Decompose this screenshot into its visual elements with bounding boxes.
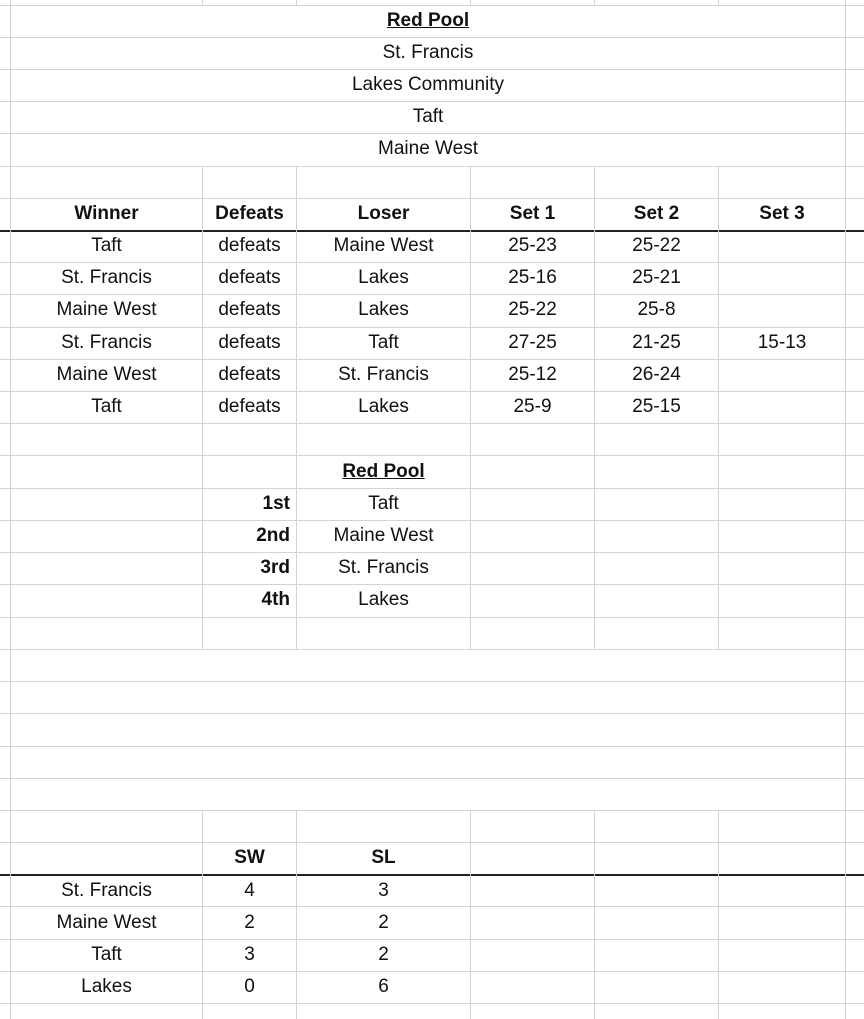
set-3-cell[interactable]	[719, 230, 845, 262]
place-cell[interactable]: 2nd	[256, 525, 290, 546]
winner-cell[interactable]: Maine West	[56, 299, 157, 320]
defeats-cell[interactable]: defeats	[218, 364, 281, 385]
header-sets-lost[interactable]: SL	[371, 847, 396, 868]
winner-cell[interactable]: Taft	[91, 235, 122, 256]
winner-cell[interactable]: Taft	[91, 396, 122, 417]
loser-cell[interactable]: Lakes	[358, 299, 409, 320]
set-1-cell[interactable]: 25-16	[508, 267, 557, 288]
winner-cell[interactable]: Maine West	[56, 364, 157, 385]
place-team-cell[interactable]: Lakes	[358, 589, 409, 610]
set-2-cell[interactable]: 25-21	[632, 267, 681, 288]
set-1-cell[interactable]: 25-9	[513, 396, 552, 417]
set-2-cell[interactable]: 25-8	[637, 299, 676, 320]
set-3-cell[interactable]	[719, 294, 845, 326]
set-1-cell[interactable]: 25-22	[508, 299, 557, 320]
pool-team[interactable]: St. Francis	[382, 42, 474, 63]
sets-team-cell[interactable]: Lakes	[81, 976, 132, 997]
set-2-cell[interactable]: 25-15	[632, 396, 681, 417]
place-team-cell[interactable]: St. Francis	[338, 557, 429, 578]
sets-lost-cell[interactable]: 3	[378, 880, 389, 901]
sets-won-cell[interactable]: 2	[244, 912, 255, 933]
sets-team-cell[interactable]: Maine West	[56, 912, 157, 933]
loser-cell[interactable]: Lakes	[358, 396, 409, 417]
winner-cell[interactable]: St. Francis	[61, 267, 152, 288]
pool-team[interactable]: Taft	[412, 106, 444, 127]
sets-team-cell[interactable]: St. Francis	[61, 880, 152, 901]
pool-team[interactable]: Lakes Community	[351, 74, 505, 95]
pool-title[interactable]: Red Pool	[386, 10, 470, 31]
set-2-cell[interactable]: 26-24	[632, 364, 681, 385]
set-2-cell[interactable]: 21-25	[632, 332, 681, 353]
set-1-cell[interactable]: 27-25	[508, 332, 557, 353]
header-sets-won[interactable]: SW	[234, 847, 265, 868]
place-cell[interactable]: 1st	[262, 493, 290, 514]
loser-cell[interactable]: Maine West	[333, 235, 434, 256]
defeats-cell[interactable]: defeats	[218, 299, 281, 320]
set-3-cell[interactable]: 15-13	[757, 332, 807, 353]
set-1-cell[interactable]: 25-12	[508, 364, 557, 385]
set-3-cell[interactable]	[719, 391, 845, 423]
header-set-1[interactable]: Set 1	[509, 203, 556, 224]
sets-won-cell[interactable]: 3	[244, 944, 255, 965]
sets-team-cell[interactable]: Taft	[91, 944, 122, 965]
header-set-2[interactable]: Set 2	[633, 203, 680, 224]
set-3-cell[interactable]	[719, 262, 845, 294]
sets-won-cell[interactable]: 4	[244, 880, 255, 901]
sets-lost-cell[interactable]: 6	[378, 976, 389, 997]
set-3-cell[interactable]	[719, 359, 845, 391]
loser-cell[interactable]: St. Francis	[338, 364, 429, 385]
header-set-3[interactable]: Set 3	[759, 203, 805, 224]
sets-won-cell[interactable]: 0	[244, 976, 255, 997]
place-team-cell[interactable]: Maine West	[333, 525, 434, 546]
defeats-cell[interactable]: defeats	[218, 332, 281, 353]
pool-team[interactable]: Maine West	[378, 138, 478, 159]
set-2-cell[interactable]: 25-22	[632, 235, 681, 256]
place-team-cell[interactable]: Taft	[368, 493, 399, 514]
loser-cell[interactable]: Lakes	[358, 267, 409, 288]
set-1-cell[interactable]: 25-23	[508, 235, 557, 256]
header-loser[interactable]: Loser	[357, 203, 410, 224]
place-cell[interactable]: 3rd	[260, 557, 290, 578]
defeats-cell[interactable]: defeats	[218, 267, 281, 288]
loser-cell[interactable]: Taft	[368, 332, 399, 353]
defeats-cell[interactable]: defeats	[218, 396, 281, 417]
place-cell[interactable]: 4th	[261, 589, 290, 610]
sets-lost-cell[interactable]: 2	[378, 912, 389, 933]
winner-cell[interactable]: St. Francis	[61, 332, 152, 353]
standings-title[interactable]: Red Pool	[342, 461, 425, 482]
header-winner[interactable]: Winner	[74, 203, 139, 224]
sets-lost-cell[interactable]: 2	[378, 944, 389, 965]
defeats-cell[interactable]: defeats	[218, 235, 281, 256]
header-defeats[interactable]: Defeats	[215, 203, 284, 224]
